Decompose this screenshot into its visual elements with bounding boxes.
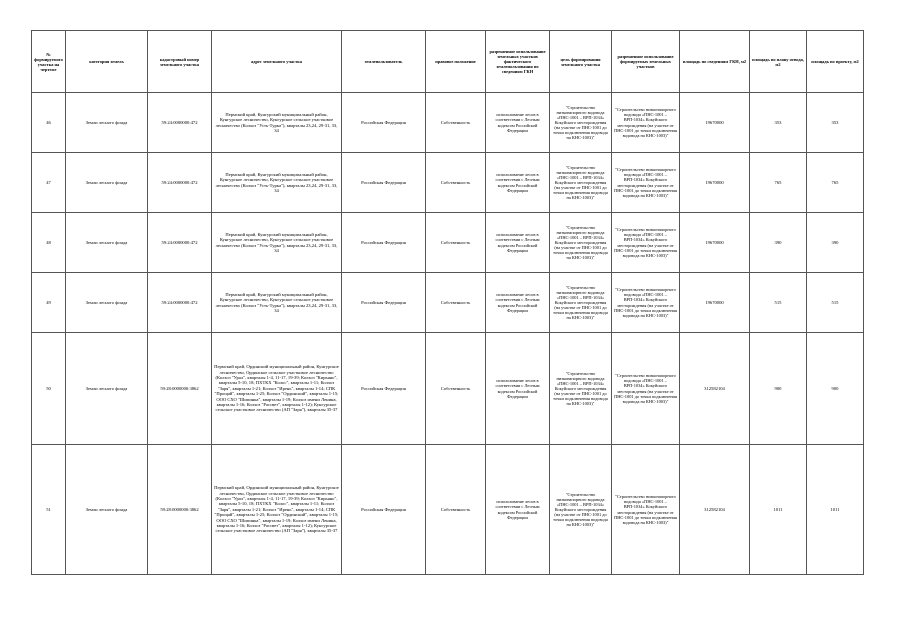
plot-number: 50 — [32, 333, 66, 445]
header-area-plan: площадь по плану отвода, м2 — [750, 31, 807, 93]
actual-use: использование лесов в соответствии с Лесным кодексом Российской Федерации — [486, 213, 550, 273]
area-project: 353 — [807, 93, 864, 153]
actual-use: использование лесов в соответствии с Лесным кодексом Российской Федерации — [486, 333, 550, 445]
area-plan: 900 — [750, 333, 807, 445]
area-plan: 390 — [750, 213, 807, 273]
table-header-row — [32, 31, 864, 93]
plot-number: 49 — [32, 273, 66, 333]
cadastral-number: 59:24:0000000:472 — [148, 213, 212, 273]
permitted-use: "Строительство низконапорного водовода «ПНС-1001 – ВРП-1034» Кокуйского месторождения (на участке от ПНС-1001 до точки подключения водовода на КНС-1003)" — [612, 273, 680, 333]
legal-status: Собственность — [426, 333, 486, 445]
land-plots-sheet — [31, 30, 863, 575]
header-cadastral-number: кадастровый номер земельного участка — [148, 31, 212, 93]
land-category: Земли лесного фонда — [66, 333, 148, 445]
header-plot-number: № формируемого участка на чертеже — [32, 31, 66, 93]
actual-use: использование лесов в соответствии с Лесным кодексом Российской Федерации — [486, 445, 550, 575]
table-row — [32, 445, 864, 575]
area-plan: 353 — [750, 93, 807, 153]
land-user: Российская Федерация — [342, 445, 426, 575]
formation-purpose: "Строительство низконапорного водовода «ПНС-1001 – ВРП-1034» Кокуйского месторождения (на участке от ПНС-1001 до точки подключения водовода на КНС-1003)" — [550, 153, 612, 213]
land-category: Земли лесного фонда — [66, 273, 148, 333]
area-project: 765 — [807, 153, 864, 213]
formation-purpose: "Строительство низконапорного водовода «ПНС-1001 – ВРП-1034» Кокуйского месторождения (на участке от ПНС-1001 до точки подключения водовода на КНС-1003)" — [550, 273, 612, 333]
plot-address: Пермский край, Ординский муниципальный район, Кунгурское лесничество, Ординское сельское участковое лесничество (Колхоз "Урал", кварталы 1-4, 11-17, 19-39; Колхоз "Кирьяно", кварталы 5-10, 18; ПХТКХ "Колос", кварталы 1-11; Колхоз "Заря", кварталы 1-21; Колхоз "Ирень", кварталы 1-14; СПК "Прощай", кварталы 1-25; Колхоз "Ординский", кварталы 1-15; ООО СХО "Шипинка", кварталы 1-19; Колхоз имени Ленина, кварталы 1-16; Колхоз "Рассвет", кварталы 1-12); Кунгурское сельское участковое лесничество (АП "Заря"), кварталы 35-37 — [212, 445, 342, 575]
plot-number: 47 — [32, 153, 66, 213]
land-category: Земли лесного фонда — [66, 93, 148, 153]
table-row — [32, 153, 864, 213]
header-land-user: землепользователь — [342, 31, 426, 93]
land-user: Российская Федерация — [342, 153, 426, 213]
formation-purpose: "Строительство низконапорного водовода «ПНС-1001 – ВРП-1034» Кокуйского месторождения (на участке от ПНС-1001 до точки подключения водовода на КНС-1003)" — [550, 333, 612, 445]
legal-status: Собственность — [426, 213, 486, 273]
permitted-use: "Строительство низконапорного водовода «ПНС-1001 – ВРП-1034» Кокуйского месторождения (на участке от ПНС-1001 до точки подключения водовода на КНС-1003)" — [612, 153, 680, 213]
land-user: Российская Федерация — [342, 273, 426, 333]
cadastral-number: 59:28:0000000:3862 — [148, 333, 212, 445]
cadastral-number: 59:24:0000000:472 — [148, 273, 212, 333]
plot-number: 51 — [32, 445, 66, 575]
area-project: 900 — [807, 333, 864, 445]
permitted-use: "Строительство низконапорного водовода «ПНС-1001 – ВРП-1034» Кокуйского месторождения (на участке от ПНС-1001 до точки подключения водовода на КНС-1003)" — [612, 445, 680, 575]
permitted-use: "Строительство низконапорного водовода «ПНС-1001 – ВРП-1034» Кокуйского месторождения (на участке от ПНС-1001 до точки подключения водовода на КНС-1003)" — [612, 333, 680, 445]
plot-address: Пермский край, Ординский муниципальный район, Кунгурское лесничество, Ординское сельское участковое лесничество (Колхоз "Урал", кварталы 1-4, 11-17, 19-39; Колхоз "Кирьяно", кварталы 5-10, 18; ПХТКХ "Колос", кварталы 1-11; Колхоз "Заря", кварталы 1-21; Колхоз "Ирень", кварталы 1-14; СПК "Прощай", кварталы 1-25; Колхоз "Ординский", кварталы 1-15; ООО СХО "Шипинка", кварталы 1-19; Колхоз имени Ленина, кварталы 1-16; Колхоз "Рассвет", кварталы 1-12); Кунгурское сельское участковое лесничество (АП "Заря"), кварталы 35-37 — [212, 333, 342, 445]
cadastral-number: 59:28:0000000:3862 — [148, 445, 212, 575]
legal-status: Собственность — [426, 153, 486, 213]
permitted-use: "Строительство низконапорного водовода «ПНС-1001 – ВРП-1034» Кокуйского месторождения (на участке от ПНС-1001 до точки подключения водовода на КНС-1003)" — [612, 213, 680, 273]
header-actual-use: разрешенное использование земельных участков фактического землепользования по сведениям ГКН — [486, 31, 550, 93]
table-row — [32, 213, 864, 273]
plot-address: Пермский край, Кунгурский муниципальный район, Кунгурское лесничество, Кунгурское сельское участковое лесничество (Колхоз "Усть-Турка"), кварталы 23,24, 29-31, 33, 34 — [212, 213, 342, 273]
area-project: 515 — [807, 273, 864, 333]
area-gkn: 19670000 — [680, 273, 750, 333]
formation-purpose: "Строительство низконапорного водовода «ПНС-1001 – ВРП-1034» Кокуйского месторождения (на участке от ПНС-1001 до точки подключения водовода на КНС-1003)" — [550, 93, 612, 153]
cadastral-number: 59:24:0000000:472 — [148, 153, 212, 213]
land-category: Земли лесного фонда — [66, 153, 148, 213]
area-gkn: 312582104 — [680, 333, 750, 445]
area-gkn: 19670000 — [680, 153, 750, 213]
header-legal-status: правовое положение — [426, 31, 486, 93]
legal-status: Собственность — [426, 273, 486, 333]
formation-purpose: "Строительство низконапорного водовода «ПНС-1001 – ВРП-1034» Кокуйского месторождения (на участке от ПНС-1001 до точки подключения водовода на КНС-1003)" — [550, 213, 612, 273]
table-body — [32, 93, 864, 575]
land-user: Российская Федерация — [342, 213, 426, 273]
table-row — [32, 273, 864, 333]
plot-address: Пермский край, Кунгурский муниципальный район, Кунгурское лесничество, Кунгурское сельское участковое лесничество (Колхоз "Усть-Турка"), кварталы 23,24, 29-31, 33, 34 — [212, 93, 342, 153]
area-plan: 1011 — [750, 445, 807, 575]
header-area-project: площадь по проекту, м2 — [807, 31, 864, 93]
area-plan: 765 — [750, 153, 807, 213]
header-area-gkn: площадь по сведениям ГКН, м2 — [680, 31, 750, 93]
area-plan: 515 — [750, 273, 807, 333]
permitted-use: "Строительство низконапорного водовода «ПНС-1001 – ВРП-1034» Кокуйского месторождения (на участке от ПНС-1001 до точки подключения водовода на КНС-1003)" — [612, 93, 680, 153]
area-gkn: 312582104 — [680, 445, 750, 575]
land-user: Российская Федерация — [342, 93, 426, 153]
plot-address: Пермский край, Кунгурский муниципальный район, Кунгурское лесничество, Кунгурское сельское участковое лесничество (Колхоз "Усть-Турка"), кварталы 23,24, 29-31, 33, 34 — [212, 273, 342, 333]
area-gkn: 19670000 — [680, 93, 750, 153]
legal-status: Собственность — [426, 445, 486, 575]
land-category: Земли лесного фонда — [66, 445, 148, 575]
land-plots-table — [31, 30, 864, 575]
area-gkn: 19670000 — [680, 213, 750, 273]
plot-address: Пермский край, Кунгурский муниципальный район, Кунгурское лесничество, Кунгурское сельское участковое лесничество (Колхоз "Усть-Турка"), кварталы 23,24, 29-31, 33, 34 — [212, 153, 342, 213]
header-purpose: цель формирования земельного участка — [550, 31, 612, 93]
plot-number: 46 — [32, 93, 66, 153]
area-project: 1011 — [807, 445, 864, 575]
header-permitted-use: разрешенное использование формируемых земельных участков — [612, 31, 680, 93]
actual-use: использование лесов в соответствии с Лесным кодексом Российской Федерации — [486, 153, 550, 213]
cadastral-number: 59:24:0000000:472 — [148, 93, 212, 153]
legal-status: Собственность — [426, 93, 486, 153]
table-row — [32, 333, 864, 445]
header-land-category: категория земель — [66, 31, 148, 93]
area-project: 390 — [807, 213, 864, 273]
actual-use: использование лесов в соответствии с Лесным кодексом Российской Федерации — [486, 93, 550, 153]
formation-purpose: "Строительство низконапорного водовода «ПНС-1001 – ВРП-1034» Кокуйского месторождения (на участке от ПНС-1001 до точки подключения водовода на КНС-1003)" — [550, 445, 612, 575]
plot-number: 48 — [32, 213, 66, 273]
land-user: Российская Федерация — [342, 333, 426, 445]
table-row — [32, 93, 864, 153]
header-address: адрес земельного участка — [212, 31, 342, 93]
actual-use: использование лесов в соответствии с Лесным кодексом Российской Федерации — [486, 273, 550, 333]
land-category: Земли лесного фонда — [66, 213, 148, 273]
